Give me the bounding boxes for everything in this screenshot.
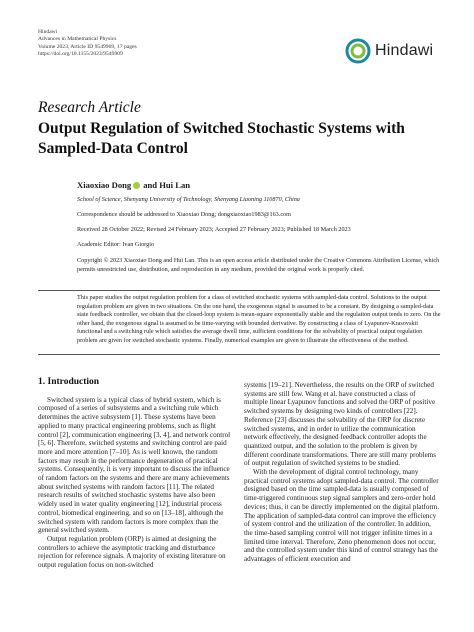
- right-column: [244, 381, 440, 564]
- correspondence: Correspondence should be addressed to Xiaoxiao Dong; dongxiaoxiao1983@163.com: [77, 211, 291, 218]
- author-name-2[interactable]: and Hui Lan: [143, 180, 191, 190]
- affiliation: School of Science, Shenyang University of Technology, Shenyang Liaoning 110870, China: [77, 196, 300, 203]
- paragraph: systems [19–21]. Nevertheless, the results on the ORP of switched systems are still few. Wang et al. have constructed a class of multiple linear Lyapunov functions and solved the ORP of positive switched systems by designing two kinds of controllers [22]. Reference [23] discusses the solvability of the ORP for discrete switched systems, and in order to utilize the communication network effectively, the designed feedback controller adopts the quantized output, and the solution to the problem is given by different coordinate transformations. There are still many problems of output regulation of switched systems to be studied.: [244, 381, 437, 468]
- abstract-top-rule: [38, 290, 440, 291]
- article-dates: Received 28 October 2022; Revised 24 February 2023; Accepted 27 February 2023; Published 18 March 2023: [77, 226, 351, 233]
- author-line: [77, 180, 190, 190]
- journal-name: Advances in Mathematical Physics: [38, 36, 117, 43]
- doi-link[interactable]: https://doi.org/10.1155/2023/9549909: [38, 51, 123, 58]
- logo-text: Hindawi: [375, 42, 434, 59]
- article-title: Output Regulation of Switched Stochastic Systems with Sampled-Data Control: [38, 120, 405, 157]
- orcid-icon[interactable]: [133, 182, 140, 189]
- author-name[interactable]: Xiaoxiao Dong: [77, 180, 132, 190]
- abstract-bottom-rule: [38, 354, 440, 355]
- paragraph: Switched system is a typical class of hybrid system, which is composed of a series of subsystems and a switching rule which determines the active subsystem [1]. These systems have been applied to many practical engineering problems, such as flight control [2], communication engineering [3, 4], and network control [5, 6]. Therefore, switched systems and switching control are paid more and more attention [7–10]. As is well known, the random factors may result in the performance degeneration of practical systems. Consequently, it is very important to discuss the influence of random factors on the systems and there are many achievements about switched systems with random factors [11]. The related research results of switched stochastic systems have also been widely used in water quality engineering [12], industrial process control, biomedical engineering, and so on [13–18], although the switched system with random factors is more complex than the general switched system.: [38, 395, 231, 535]
- academic-editor: Academic Editor: Ivan Giorgio: [77, 241, 155, 248]
- abstract: This paper studies the output regulation problem for a class of switched stochastic systems with sampled-data control. Solutions to the output regulation problem are given in two situations. On the one hand, the exogenous signal is assumed to be a constant. By designing a sampled-data state feedback controller, we obtain that the closed-loop system is mean-square exponentially stable and the regulation output tends to zero. On the other hand, the exogenous signal is assumed to be time-varying with bounded derivative. By constructing a class of Lyapunov-Krasovskii functional and a switching rule which satisfies the average dwell time, sufficient conditions for the solvability of practical output regulation problem are given for switched stochastic systems. Finally, numerical examples are given to illustrate the effectiveness of the method.: [77, 294, 441, 344]
- volume-info: Volume 2023, Article ID 9549909, 17 pages: [38, 43, 137, 50]
- journal-meta: [38, 29, 137, 59]
- paragraph: With the development of digital control technology, many practical control systems adopt sampled-data control. The controller designed based on the time sampled-data is usually composed of time-triggered continuous step signal samplers and zero-order hold devices; thus, it can be directly implemented on the digital platform. The application of sampled-data control can improve the efficiency of system control and the utilization of the controller. In addition, the time-based sampling control will not trigger infinite times in a limited time interval. Therefore, Zeno phenomenon does not occur, and the controlled system under this kind of control strategy has the advantages of efficient execution and: [244, 468, 440, 564]
- copyright-notice: Copyright © 2023 Xiaoxiao Dong and Hui Lan. This is an open access article distributed under the Creative Commons Attribution License, which permits unrestricted use, distribution, and reproduction in any medium, provided the original work is properly cited.: [77, 257, 440, 273]
- article-type: Research Article: [38, 99, 141, 116]
- hindawi-logo[interactable]: [345, 38, 433, 64]
- left-column: [38, 378, 234, 570]
- hindawi-logo-icon: [345, 38, 371, 64]
- publisher-name: Hindawi: [38, 29, 58, 35]
- section-title: 1. Introduction: [38, 377, 100, 387]
- paragraph: Output regulation problem (ORP) is aimed at designing the controllers to achieve the asymptotic tracking and disturbance rejection for reference signals. A majority of existing literature on output regulation focus on non-switched: [38, 534, 226, 570]
